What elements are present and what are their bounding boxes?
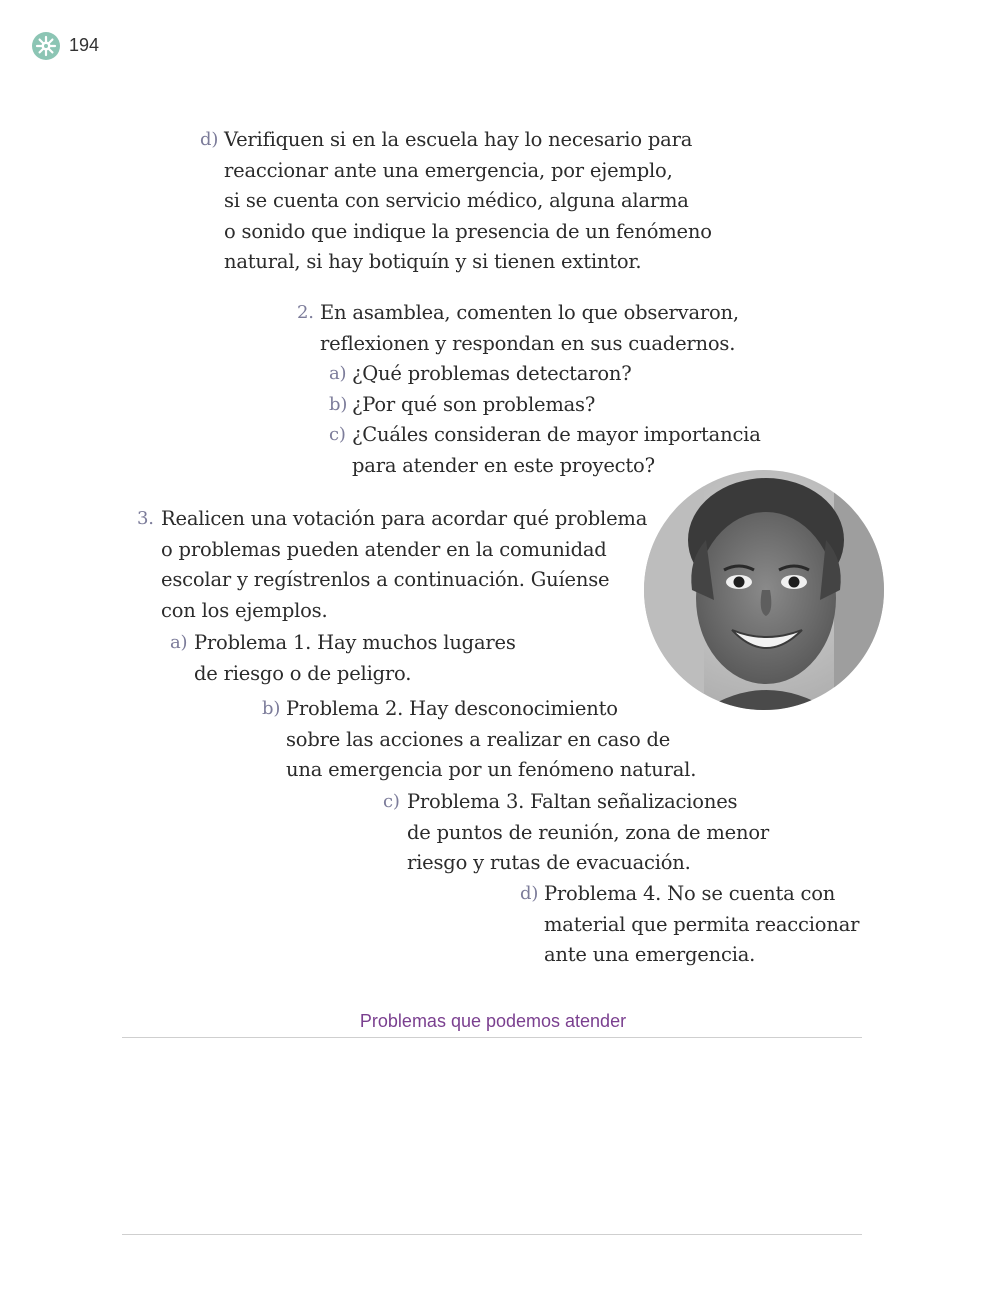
text-line: Realicen una votación para acordar qué problema [161, 507, 648, 530]
question-a [329, 359, 632, 390]
text-line: reaccionar ante una emergencia, por ejemplo, [224, 158, 673, 182]
problem-d [520, 879, 860, 971]
text-line: riesgo y rutas de evacuación. [407, 851, 691, 874]
text-line: si se cuenta con servicio médico, alguna alarma [224, 189, 689, 212]
text-line: con los ejemplos. [161, 598, 328, 622]
text-line: material que permita reaccionar [544, 912, 860, 936]
text-line: de riesgo o de peligro. [194, 661, 412, 685]
text-line: ¿Por qué son problemas? [352, 393, 596, 416]
step-label: 2. [297, 302, 314, 323]
text-line: Problema 4. No se cuenta con [544, 882, 836, 905]
text-line: para atender en este proyecto? [352, 453, 655, 477]
item-label: c) [329, 424, 346, 445]
text-line: ¿Cuáles consideran de mayor importancia [352, 423, 761, 446]
item-d-verify [200, 125, 712, 278]
item-label: b) [329, 394, 348, 415]
page-number: 194 [69, 35, 100, 55]
item-label: d) [520, 883, 539, 904]
table-caption: Problemas que podemos atender [359, 1011, 627, 1031]
text-line: o problemas pueden atender en la comunidad [161, 537, 607, 561]
text-line: escolar y regístrenlos a continuación. Guíense [161, 568, 610, 591]
table-top-rule [122, 1037, 862, 1038]
step-2 [297, 298, 739, 359]
problem-b [262, 694, 697, 786]
step-3 [137, 504, 648, 626]
text-line: Problema 1. Hay muchos lugares [194, 631, 516, 654]
text-line: ¿Qué problemas detectaron? [352, 362, 632, 385]
item-label: a) [329, 363, 347, 384]
text-line: reflexionen y respondan en sus cuadernos. [320, 331, 736, 355]
student-photo [644, 470, 884, 710]
item-label: b) [262, 698, 281, 719]
problem-a [170, 628, 516, 689]
gear-icon [32, 32, 60, 60]
item-label: a) [170, 632, 188, 653]
question-b [329, 390, 596, 421]
text-line: de puntos de reunión, zona de menor [407, 820, 770, 844]
text-line: o sonido que indique la presencia de un fenómeno [224, 219, 712, 243]
text-line: Verifiquen si en la escuela hay lo necesario para [224, 128, 693, 151]
table-bottom-rule [122, 1234, 862, 1235]
text-line: En asamblea, comenten lo que observaron, [320, 301, 739, 324]
text-line: una emergencia por un fenómeno natural. [286, 758, 697, 781]
text-line: Problema 2. Hay desconocimiento [286, 697, 618, 720]
item-label: d) [200, 129, 219, 150]
item-label: c) [383, 791, 400, 812]
text-line: sobre las acciones a realizar en caso de [286, 727, 671, 751]
text-line: ante una emergencia. [544, 943, 756, 966]
step-label: 3. [137, 508, 154, 529]
text-line: Problema 3. Faltan señalizaciones [407, 790, 738, 813]
problem-c [383, 787, 770, 879]
text-line: natural, si hay botiquín y si tienen extintor. [224, 250, 642, 273]
